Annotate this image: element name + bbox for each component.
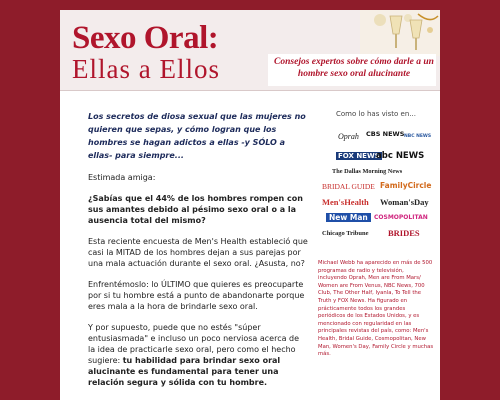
site-title-line2: Ellas a Ellos	[72, 54, 220, 84]
site-tagline: Consejos expertos sobre cómo darle a un hombre sexo oral alucinante	[274, 57, 434, 79]
family-circle-logo: FamilyCircle	[380, 181, 432, 190]
nbc-news-logo: NBC NEWS	[404, 134, 432, 139]
sidebar	[318, 110, 434, 359]
page-container	[60, 10, 440, 400]
womans-day-logo: Woman'sDay	[380, 197, 429, 207]
oprah-logo: Oprah	[338, 132, 359, 141]
site-header	[60, 10, 440, 91]
new-man-logo: New Man	[326, 213, 371, 222]
intro-text: Los secretos de diosa sexual que las mujeres no quieren que sepas, y cómo logran que los hombres se hagan adictos a ellas -y SÓLO a ellas- para siempre...	[88, 112, 306, 160]
media-logos	[318, 126, 434, 256]
mens-health-logo: Men'sHealth	[322, 197, 369, 207]
greeting-text: Estimada amiga:	[88, 173, 156, 182]
paragraph-1: Esta reciente encuesta de Men's Health estableció que casi la MITAD de los hombres dejan a sus parejas por una mala actuación durante el sexo oral. ¿Asusta, no?	[88, 237, 308, 268]
seen-on-heading: Como lo has visto en...	[336, 110, 416, 118]
site-title-line1: Sexo Oral:	[72, 20, 219, 56]
bridal-guide-logo: BRIDAL GUIDE	[322, 182, 375, 191]
cosmopolitan-logo: COSMOPOLITAN	[374, 214, 428, 221]
paragraph-3-bold: tu habilidad para brindar sexo oral alucinante es fundamental para tener una relación segura y sólida con tu hombre.	[88, 356, 281, 387]
abc-news-logo: abc NEWS	[376, 151, 425, 161]
main-content	[88, 110, 308, 398]
chicago-tribune-logo: Chicago Tribune	[322, 230, 369, 237]
question-bold: ¿Sabías que el 44% de los hombres rompen con sus amantes debido al pésimo sexo oral o a la ausencia total del mismo?	[88, 194, 303, 225]
paragraph-3-normal: Y por supuesto, puede que no estés "súper entusiasmada" e incluso un poco nerviosa acerca de la idea de practicarle sexo oral, pero como el hecho sugiere:	[88, 323, 300, 365]
question-text	[88, 193, 308, 226]
champagne-glasses-image	[360, 10, 440, 56]
paragraph-3	[88, 322, 308, 388]
fox-news-logo: FOX NEWS	[338, 152, 380, 160]
cbs-news-logo: CBS NEWS	[366, 130, 405, 138]
brides-logo: BRIDES	[388, 228, 420, 238]
paragraph-2: Enfrentémoslo: lo ÚLTIMO que quieres es preocuparte por si tu hombre está a punto de abandonarte porque eres mala a la hora de brindarle sexo oral.	[88, 280, 305, 311]
author-bio: Michael Webb ha aparecido en más de 500 programas de radio y televisión, incluyendo Oprah, Men are From Mars/ Women are From Venus, NBC News, 700 Club, The Other Half, Iyanla, To Tell the Truth y FOX News. Ha figurado en prácticamente todos los grandes periódicos de los Estados Unidos, y es mencionado con regularidad en las principales revistas del país, como: Men's Health, Bridal Guide, Cosmopolitan, New Man, Women's Day, Family Circle y muchas más.	[318, 260, 434, 358]
dallas-morning-news-logo: The Dallas Morning News	[332, 168, 403, 175]
